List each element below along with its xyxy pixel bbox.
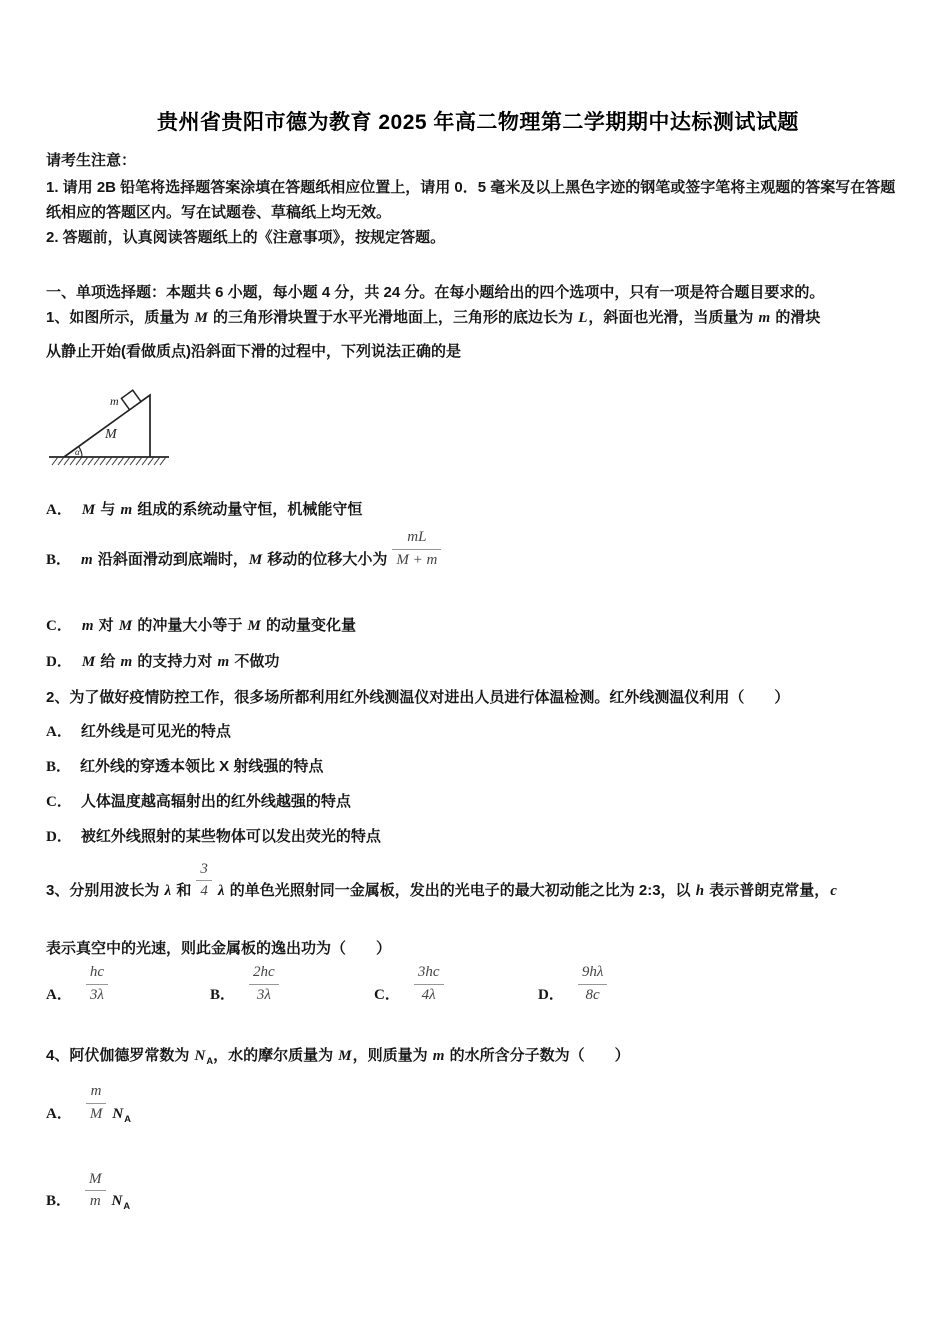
ground-hatching [52,457,166,465]
fraction-denominator: M [89,1105,103,1122]
option-text: M 给 m 的支持力对 m 不做功 [81,652,280,670]
option-letter: D． [46,828,72,845]
fraction-denominator: 4λ [421,986,436,1003]
option-suffix: $N_A$ [112,1105,131,1124]
q4-option-a [46,1082,910,1132]
fraction [85,1170,106,1212]
notice-heading: 请考生注意： [46,152,137,169]
notice-item-2: 2. 答题前，认真阅读答题纸上的《注意事项》，按规定答题。 [46,229,446,246]
fraction [196,860,212,902]
fraction-denominator: 4 [200,883,208,899]
q2-option-b [46,754,910,780]
q1-option-a [46,497,910,523]
fraction-numerator: hc [86,963,108,985]
q3-option-a [46,963,210,1005]
stem-text: 3、分别用波长为 λ 和 [46,882,192,899]
wedge-mass-label: M [105,427,117,442]
q2-option-a [46,719,910,745]
option-text: 红外线是可见光的特点 [80,722,231,740]
fraction-numerator: 2hc [249,963,279,985]
q4-stem: 4、阿伏伽德罗常数为 $N_A$，水的摩尔质量为 M，则质量为 m 的水所含分子数为（ ） [46,1047,630,1066]
q1-stem-line1: 1、如图所示，质量为 M 的三角形滑块置于水平光滑地面上，三角形的底边长为 L，斜面也光滑，当质量为 m 的滑块 [46,309,821,326]
fraction-numerator: 3 [196,860,212,882]
option-letter: A． [46,723,72,740]
stem-text: λ 的单色光照射同一金属板，发出的光电子的最大初动能之比为 2:3，以 h 表示普朗克常量，c [217,882,837,899]
option-letter: C． [46,617,72,634]
fraction-numerator: 3hc [414,963,444,985]
q4-option-b [46,1170,910,1220]
q3-stem-line1 [46,860,910,905]
q1-option-b [46,528,910,573]
option-letter: D． [538,986,564,1003]
q3-options-row [46,963,910,1005]
sliding-block [121,390,141,410]
option-letter: A． [46,502,72,518]
fraction [414,963,444,1005]
fraction-denominator: 8c [585,986,600,1003]
q3-option-b [210,963,374,1005]
page-title: 贵州省贵阳市德为教育 2025 年高二物理第二学期期中达标测试试题 [157,111,799,134]
fraction-denominator: M + m [396,551,438,568]
q1-option-c [46,613,910,639]
option-letter: B． [210,986,236,1003]
q1-stem-line2: 从静止开始(看做质点)沿斜面下滑的过程中，下列说法正确的是 [46,343,461,360]
fraction [86,1082,107,1124]
option-text: m 对 M 的冲量大小等于 M 的动量变化量 [81,616,357,634]
option-letter: C． [374,986,400,1003]
block-mass-label: m [110,394,119,408]
fraction-numerator: 9hλ [578,963,608,985]
option-letter: D． [46,653,72,670]
fraction-numerator: mL [392,528,441,550]
option-letter: C． [46,793,72,810]
incline-wedge-figure [48,372,172,470]
option-letter: B． [46,758,72,775]
fraction-denominator: m [89,1193,101,1209]
option-text: 红外线的穿透本领比 X 射线强的特点 [80,757,324,775]
fraction-numerator: M [85,1170,106,1192]
fraction-denominator: 3λ [89,986,104,1003]
option-text: 被红外线照射的某些物体可以发出荧光的特点 [80,827,381,845]
q2-option-c [46,789,910,815]
option-text: m 沿斜面滑动到底端时，M 移动的位移大小为 [81,550,388,568]
fraction [578,963,608,1005]
q1-option-d [46,649,910,675]
angle-label: α [75,447,80,457]
option-text: M 与 m 组成的系统动量守恒，机械能守恒 [81,501,363,518]
fraction-numerator: m [86,1082,107,1104]
q2-stem: 2、为了做好疫情防控工作，很多场所都利用红外线测温仪对进出人员进行体温检测。红外线测温仪利用（ ） [46,688,790,706]
q3-option-d [538,963,702,1005]
option-suffix: $N_A$ [111,1193,131,1211]
fraction-denominator: 3λ [256,986,271,1003]
option-letter: B． [46,551,72,568]
q3-stem-line2: 表示真空中的光速，则此金属板的逸出功为（ ） [46,940,392,957]
fraction [86,963,108,1005]
option-letter: A． [46,1105,72,1122]
q3-option-c [374,963,538,1005]
option-text: 人体温度越高辐射出的红外线越强的特点 [80,792,351,810]
option-letter: A． [46,986,72,1003]
notice-item-1: 1. 请用 2B 铅笔将选择题答案涂填在答题纸相应位置上，请用 0．5 毫米及以上黑色字迹的钢笔或签字笔将主观题的答案写在答题纸相应的答题区内。写在试题卷、草稿纸上均无效。 [46,179,896,221]
q2-option-d [46,824,910,850]
section-heading: 一、单项选择题：本题共 6 小题，每小题 4 分，共 24 分。在每小题给出的四个选项中，只有一项是符合题目要求的。 [46,284,825,301]
fraction [249,963,279,1005]
fraction [392,528,441,570]
option-letter: B． [46,1193,72,1209]
